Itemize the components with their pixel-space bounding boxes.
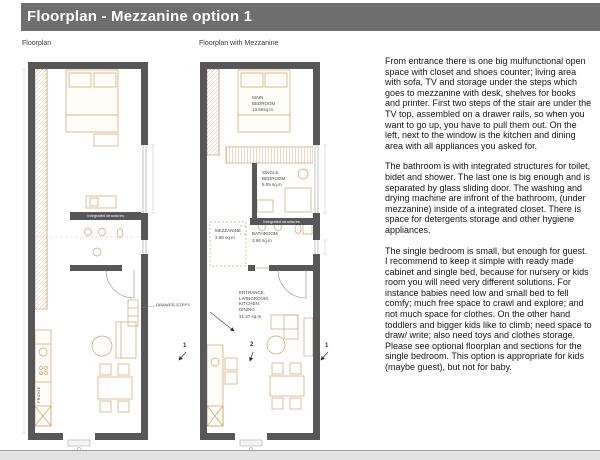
section-marker-2: 2: [250, 342, 254, 348]
living-area-label: [239, 290, 269, 319]
mezzanine-name: MEZZANINE: [215, 228, 242, 233]
mezzanine-label: [215, 228, 243, 240]
drawer-steps-label: DRAWER STEPS: [156, 302, 191, 307]
right-plan-furniture: [207, 69, 313, 426]
main-bedroom-label: [252, 95, 282, 113]
left-plan-furniture: [35, 69, 138, 426]
right-plan-heading: Floorplan with Mezzanine: [199, 40, 279, 47]
fridge-label: FRIDGE: [36, 386, 41, 403]
description-paragraph-3: The single bedroom is small, but enough for guest. I recommend to keep it simple with ready made cabinet and single bed, because for nursery or kids room you will need very different solutions. For instance babies need low and small bed to fell comfy; much free space to crawl and explore; and not much space for clothes. On the other hand toddlers and bigger kids like to climb; need space to draw/ write; also need toys and clothes storage. Please see optional floorplan and sections for the single bedroom. This option is appropriate for kids (maybe guest), but not for baby.: [385, 245, 592, 373]
bathroom-label: [252, 231, 280, 243]
page-title: Floorplan - Mezzanine option 1: [21, 3, 600, 31]
left-integrated-structures-label: Integrated structures: [87, 213, 124, 218]
section-marker-1-left-plan: 1: [183, 343, 187, 349]
right-plan-dimensions: [323, 145, 327, 254]
single-bedroom-label: [262, 170, 288, 188]
single-bedroom-area: 6.09 sq.m: [262, 182, 282, 188]
footer-strip: [0, 450, 600, 460]
living-area-name: ENTRANCE, LIVINGROOM, KITCHEN, DINING: [239, 290, 270, 312]
description-paragraph-1: From entrance there is one big mulfunctional open space with closet and shoes counter; living area with sofa, TV and storage under the steps which goes to mezzanine with desk, shelves for books and printer. First two steps of the stair are under the TV top, assembled on a drawer rails, so when you want to go up, you have to pull them out. On the left, next to the window is the kitchen and dining area with all appliances you asked for.: [385, 56, 592, 151]
bathroom-name: BATHROOM: [252, 231, 278, 236]
bathroom-area: 3.96 sq.m: [252, 237, 272, 243]
mezzanine-area: 3.99 sq.m: [215, 234, 235, 240]
main-bedroom-area: 13.50sq.m: [252, 107, 274, 113]
main-bedroom-name: MAIN BEDROOM: [252, 95, 276, 106]
living-area-area: 31.27 sq.m: [239, 313, 262, 319]
description-paragraph-2: The bathroom is with integrated structures for toilet, bidet and shower. The last one is big enough and is separated by glass sliding door. The washing and drying machine are infront of the bathroom, (under mezzanine) inside of a integrated closet. There is space for detergents storage and other hygiene appliances.: [385, 161, 591, 235]
left-plan: [22, 62, 186, 451]
right-plan: [200, 62, 328, 451]
description-text: [385, 56, 592, 383]
section-marker-1-right-plan: 1: [325, 343, 329, 349]
right-integrated-structures-label: Integrated structures: [263, 218, 300, 224]
single-bedroom-name: SINGLE BEDROOM: [262, 170, 286, 181]
left-plan-heading: Floorplan: [22, 40, 52, 47]
